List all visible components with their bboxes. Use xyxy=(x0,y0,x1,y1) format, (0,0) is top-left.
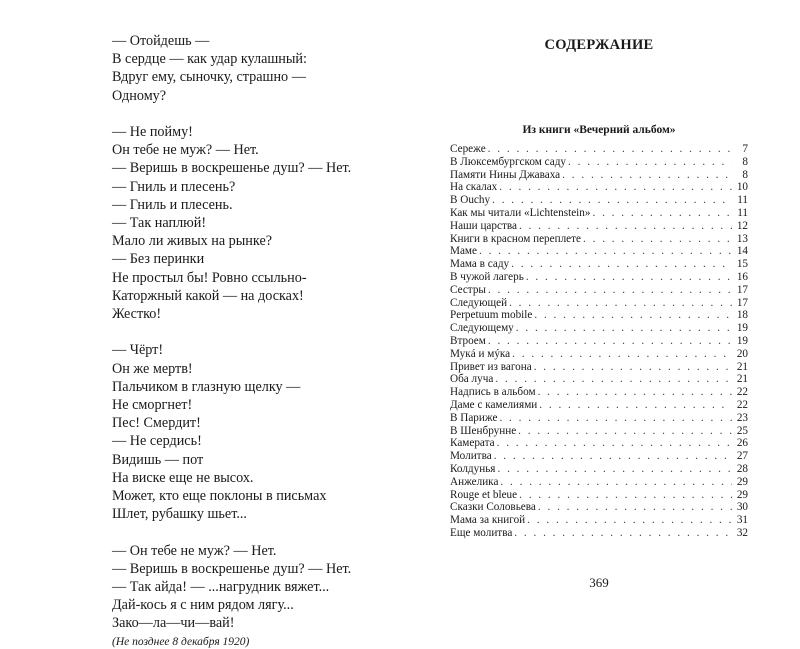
leader-dots xyxy=(519,220,732,233)
poem-line: Может, кто еще поклоны в письмах xyxy=(112,488,327,505)
toc-entry-title: Камерата xyxy=(450,437,495,450)
toc-entry xyxy=(450,489,748,502)
poem-line: Жестко! xyxy=(112,306,162,323)
toc-entry xyxy=(450,463,748,476)
contents-heading: СОДЕРЖАНИЕ xyxy=(544,37,654,53)
toc-entry xyxy=(450,297,748,310)
leader-dots xyxy=(518,425,732,438)
toc-entry xyxy=(450,361,748,374)
toc-entry-page: 11 xyxy=(737,194,748,207)
toc-entry-page: 22 xyxy=(736,386,748,399)
leader-dots xyxy=(492,194,732,207)
toc-entry-page: 22 xyxy=(736,398,748,411)
leader-dots xyxy=(534,309,732,322)
leader-dots xyxy=(499,181,732,194)
poem-stanza xyxy=(112,341,351,523)
leader-dots xyxy=(534,361,732,374)
leader-dots xyxy=(519,489,732,502)
toc-entry xyxy=(450,156,748,169)
poem-line: Пальчиком в глазную щелку — xyxy=(112,378,301,395)
toc-entry-page: 21 xyxy=(736,373,748,386)
toc-entry xyxy=(450,245,748,258)
toc-entry-title: В Люксембургском саду xyxy=(450,155,566,168)
toc-entry-page: 11 xyxy=(737,206,748,219)
toc-entry xyxy=(450,335,748,348)
poem-line: Зако—ла—чи—вай! xyxy=(112,615,235,632)
toc-entry xyxy=(450,194,748,207)
poem-line: — Веришь в воскрешенье душ? — Нет. xyxy=(112,560,352,577)
toc-entry-page: 12 xyxy=(736,219,748,232)
toc-entry xyxy=(450,220,748,233)
toc-entry-page: 31 xyxy=(736,514,748,527)
toc-entry-page: 32 xyxy=(736,526,748,539)
toc-entry xyxy=(450,169,748,182)
poem-line: В сердце — как удар кулашный: xyxy=(112,51,307,68)
toc-entry-page: 25 xyxy=(736,424,748,437)
poem-line: Вдруг ему, сыночку, страшно — xyxy=(112,69,306,86)
leader-dots xyxy=(516,322,732,335)
toc-entry xyxy=(450,386,748,399)
poem-stanza xyxy=(112,542,351,633)
left-page xyxy=(0,0,400,648)
leader-dots xyxy=(538,386,732,399)
leader-dots xyxy=(497,437,732,450)
toc-entry-page: 27 xyxy=(736,450,748,463)
leader-dots xyxy=(497,463,732,476)
poem-line: Дай-кось я с ним рядом лягу... xyxy=(112,597,294,614)
poem-line: На виске еще не высох. xyxy=(112,469,254,486)
leader-dots xyxy=(514,527,732,540)
leader-dots xyxy=(527,514,732,527)
toc-entry-title: Привет из вагона xyxy=(450,360,532,373)
table-of-contents xyxy=(450,143,748,540)
toc-entry-title: Даме с камелиями xyxy=(450,398,538,411)
poem-line: Не сморгнет! xyxy=(112,397,193,414)
poem-dateline: (Не позднее 8 декабря 1920) xyxy=(112,635,250,648)
toc-entry xyxy=(450,514,748,527)
toc-entry-page: 19 xyxy=(736,322,748,335)
toc-entry-page: 28 xyxy=(736,462,748,475)
poem-line: Каторжный какой — на досках! xyxy=(112,287,304,304)
poem-line: — Не пойму! xyxy=(112,124,193,140)
toc-entry-page: 29 xyxy=(736,475,748,488)
toc-entry-page: 8 xyxy=(742,168,748,181)
toc-entry xyxy=(450,476,748,489)
toc-entry-title: Мама за книгой xyxy=(450,514,526,527)
toc-entry-page: 10 xyxy=(736,181,748,194)
toc-entry xyxy=(450,501,748,514)
poem-line: — Веришь в воскрешенье душ? — Нет. xyxy=(112,160,352,177)
toc-entry-title: Мама в саду xyxy=(450,258,510,271)
poem-line: — Так наплюй! xyxy=(112,215,207,232)
toc-entry-title: Сказки Соловьева xyxy=(450,501,536,514)
toc-entry-title: Мукá и мýка xyxy=(450,347,511,360)
leader-dots xyxy=(568,156,732,169)
toc-entry-title: Памяти Нины Джаваха xyxy=(450,168,561,181)
toc-entry-title: Следующей xyxy=(450,296,508,309)
poem-stanza xyxy=(112,123,351,323)
toc-entry xyxy=(450,207,748,220)
poem-line: Он тебе не муж? — Нет. xyxy=(112,142,259,159)
toc-entry xyxy=(450,437,748,450)
leader-dots xyxy=(539,399,732,412)
toc-entry xyxy=(450,271,748,284)
toc-entry xyxy=(450,284,748,297)
toc-entry-page: 21 xyxy=(736,360,748,373)
toc-entry xyxy=(450,258,748,271)
toc-entry-page: 18 xyxy=(736,309,748,322)
toc-entry-title: В Шенбрунне xyxy=(450,424,517,437)
toc-entry-page: 16 xyxy=(736,270,748,283)
toc-entry-title: Молитва xyxy=(450,450,492,463)
toc-entry-title: На скалах xyxy=(450,181,498,194)
leader-dots xyxy=(499,412,732,425)
poem-line: — Без перинки xyxy=(112,251,205,268)
leader-dots xyxy=(488,335,732,348)
toc-entry-page: 20 xyxy=(736,347,748,360)
leader-dots xyxy=(583,233,732,246)
toc-entry xyxy=(450,412,748,425)
leader-dots xyxy=(488,143,732,156)
toc-entry xyxy=(450,322,748,335)
toc-entry-title: Книги в красном переплете xyxy=(450,232,581,245)
leader-dots xyxy=(512,348,732,361)
toc-entry-page: 29 xyxy=(736,488,748,501)
poem-line: — Гниль и плесень. xyxy=(112,196,233,213)
poem-line: Он же мертв! xyxy=(112,360,193,377)
poem-line: — Чёрт! xyxy=(112,342,164,359)
toc-entry-title: Еще молитва xyxy=(450,526,513,539)
poem-line: — Гниль и плесень? xyxy=(112,178,236,195)
toc-entry-page: 8 xyxy=(742,155,748,168)
toc-entry xyxy=(450,143,748,156)
toc-entry-page: 13 xyxy=(736,232,748,245)
toc-entry-title: Надпись в альбом xyxy=(450,386,536,399)
leader-dots xyxy=(538,501,732,514)
toc-entry-title: Анжелика xyxy=(450,475,499,488)
poem-stanza xyxy=(112,32,351,105)
toc-entry-title: Perpetuum mobile xyxy=(450,309,533,322)
toc-entry-title: Маме xyxy=(450,245,477,258)
toc-entry xyxy=(450,348,748,361)
toc-entry-title: Наши царства xyxy=(450,219,517,232)
poem-line: Одному? xyxy=(112,87,167,104)
toc-entry xyxy=(450,373,748,386)
page-number: 369 xyxy=(589,575,609,590)
toc-entry-title: Следующему xyxy=(450,322,514,335)
toc-entry-page: 15 xyxy=(736,258,748,271)
toc-entry-page: 17 xyxy=(736,283,748,296)
toc-entry-title: В Париже xyxy=(450,411,498,424)
leader-dots xyxy=(488,284,732,297)
toc-entry-page: 19 xyxy=(736,334,748,347)
leader-dots xyxy=(500,476,732,489)
toc-entry-title: Оба луча xyxy=(450,373,494,386)
toc-entry-page: 26 xyxy=(736,437,748,450)
poem-line: Шлет, рубашку шьет... xyxy=(112,506,247,523)
toc-entry xyxy=(450,527,748,540)
poem-line: Мало ли живых на рынке? xyxy=(112,233,273,250)
toc-entry xyxy=(450,233,748,246)
leader-dots xyxy=(509,297,732,310)
toc-entry xyxy=(450,425,748,438)
leader-dots xyxy=(592,207,732,220)
toc-entry-title: Rouge et bleue xyxy=(450,488,518,501)
poem-line: — Не сердись! xyxy=(112,433,202,450)
leader-dots xyxy=(495,373,732,386)
leader-dots xyxy=(511,258,732,271)
toc-entry-page: 30 xyxy=(736,501,748,514)
poem-line: — Так айда! — ...нагрудник вяжет... xyxy=(112,579,330,596)
toc-entry-title: В чужой лагерь xyxy=(450,270,524,283)
poem-line: — Он тебе не муж? — Нет. xyxy=(112,542,277,559)
toc-entry-title: Втроем xyxy=(450,334,486,347)
toc-entry-title: Как мы читали «Lichtenstein» xyxy=(450,206,591,219)
toc-entry-title: Колдунья xyxy=(450,462,496,475)
toc-entry-title: В Ouchy xyxy=(450,194,491,207)
toc-entry-page: 7 xyxy=(742,143,748,155)
toc-entry-page: 23 xyxy=(736,411,748,424)
poem-line: Видишь — пот xyxy=(112,451,204,468)
toc-entry-title: Сереже xyxy=(450,143,486,155)
leader-dots xyxy=(562,169,732,182)
poem-line: — Отойдешь — xyxy=(112,33,210,49)
leader-dots xyxy=(479,245,732,258)
toc-entry xyxy=(450,399,748,412)
poem-line: Пес! Смердит! xyxy=(112,415,201,432)
toc-entry-page: 14 xyxy=(736,245,748,258)
toc-entry xyxy=(450,309,748,322)
toc-entry-page: 17 xyxy=(736,296,748,309)
poem-text xyxy=(112,32,351,649)
toc-entry-title: Сестры xyxy=(450,283,486,296)
leader-dots xyxy=(494,450,732,463)
toc-entry xyxy=(450,181,748,194)
toc-entry xyxy=(450,450,748,463)
leader-dots xyxy=(526,271,732,284)
poem-line: Не простыл бы! Ровно ссыльно- xyxy=(112,269,307,286)
section-heading: Из книги «Вечерний альбом» xyxy=(522,124,676,136)
